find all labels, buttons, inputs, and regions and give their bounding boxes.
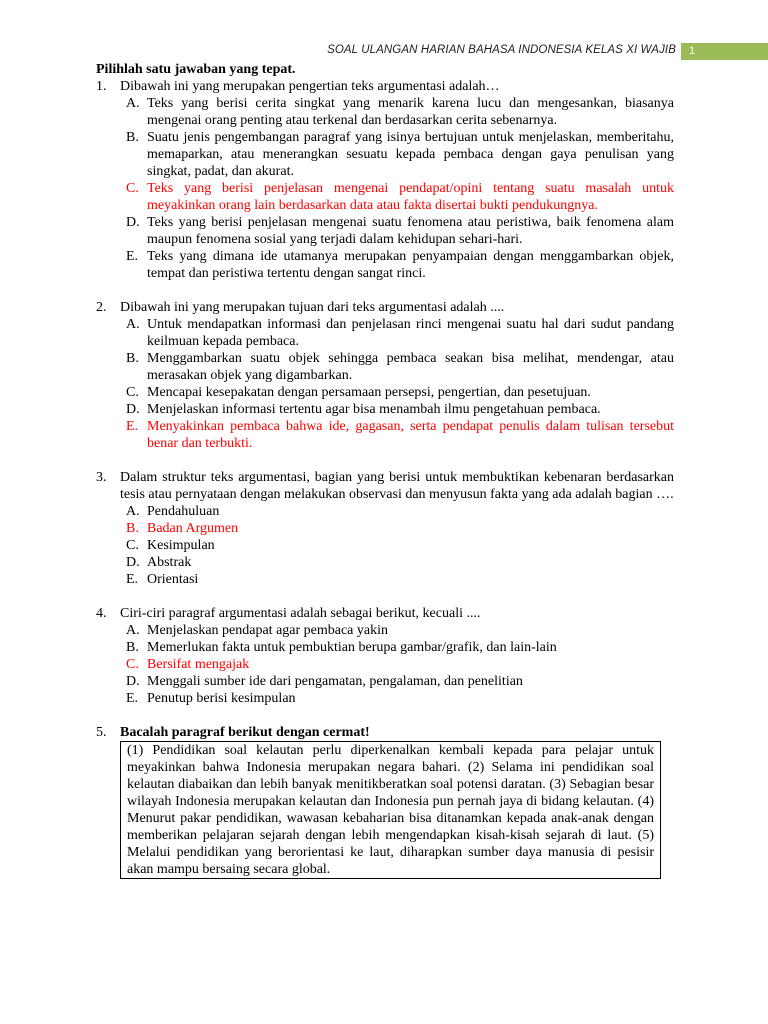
option-e[interactable] — [120, 248, 674, 282]
option-letter: A. — [126, 623, 140, 638]
option-text: Memerlukan fakta untuk pembuktian berupa gambar/grafik, dan lain-lain — [147, 640, 557, 655]
question-number: 2. — [96, 300, 107, 315]
option-letter: E. — [126, 691, 139, 706]
option-letter: C. — [126, 385, 139, 400]
option-text: Abstrak — [147, 555, 192, 570]
option-text: Bersifat mengajak — [147, 657, 250, 672]
header-title: SOAL ULANGAN HARIAN BAHASA INDONESIA KELAS XI WAJIB — [327, 44, 676, 56]
option-text: Teks yang dimana ide utamanya merupakan penyampaian dengan menggambarkan objek, tempat dan peristiwa tertentu dengan sangat rinci. — [147, 249, 674, 281]
option-letter: A. — [126, 504, 140, 519]
option-text: Orientasi — [147, 572, 199, 587]
option-list — [120, 622, 674, 707]
option-e[interactable] — [120, 571, 674, 588]
option-list — [120, 95, 674, 282]
option-letter: E. — [126, 572, 139, 587]
option-text: Untuk mendapatkan informasi dan penjelasan rinci mengenai suatu hal dari sudut pandang keilmuan kepada pembaca. — [147, 317, 674, 349]
option-text: Teks yang berisi cerita singkat yang menarik karena lucu dan mengesankan, biasanya mengenai orang penting atau terkenal dan berdasarkan cerita sebenarnya. — [147, 96, 674, 128]
option-letter: C. — [126, 657, 139, 672]
option-text: Menggali sumber ide dari pengamatan, pengalaman, dan penelitian — [147, 674, 523, 689]
page-number: 1 — [681, 43, 768, 60]
option-letter: A. — [126, 96, 140, 111]
option-e[interactable] — [120, 418, 674, 452]
option-b[interactable] — [120, 350, 674, 384]
option-letter: E. — [126, 249, 139, 264]
option-list — [120, 316, 674, 452]
option-c[interactable] — [120, 384, 674, 401]
question-text: Dibawah ini yang merupakan tujuan dari teks argumentasi adalah .... — [120, 300, 505, 315]
option-a[interactable] — [120, 622, 674, 639]
option-text: Menyakinkan pembaca bahwa ide, gagasan, serta pendapat penulis dalam tulisan tersebut benar dan terbukti. — [147, 419, 674, 451]
reading-passage: (1) Pendidikan soal kelautan perlu diperkenalkan kembali kepada para pelajar untuk meyakinkan bahwa Indonesia merupakan negara bahari. (2) Selama ini pendidikan soal kelautan diabaikan dan lebih banyak menitikberatkan soal potensi daratan. (3) Sebagian besar wilayah Indonesia merupakan kelautan dan Indonesia pun pernah jaya di bidang kelautan. (4) Menurut pakar pendidikan, wawasan kebaharian bisa ditanamkan kepada anak-anak dengan memberikan pelajaran sejarah dengan lebih mengendapkan kisah-kisah sejarah di laut. (5) Melalui pendidikan yang berorientasi ke laut, diharapkan sumber daya manusia di pesisir akan mampu bersaing secara global. — [120, 741, 661, 879]
option-list — [120, 503, 674, 588]
option-text: Teks yang berisi penjelasan mengenai suatu fenomena atau peristiwa, baik fenomena alam maupun fenomena sosial yang terjadi dalam kehidupan sehari-hari. — [147, 215, 674, 247]
option-text: Penutup berisi kesimpulan — [147, 691, 296, 706]
option-letter: A. — [126, 317, 140, 332]
option-letter: D. — [126, 555, 140, 570]
option-text: Teks yang berisi penjelasan mengenai pendapat/opini tentang suatu masalah untuk meyakinkan orang lain berdasarkan data atau fakta disertai bukti pendukungnya. — [147, 181, 674, 213]
option-c[interactable] — [120, 537, 674, 554]
option-text: Kesimpulan — [147, 538, 215, 553]
option-text: Menjelaskan informasi tertentu agar bisa menambah ilmu pengetahuan pembaca. — [147, 402, 601, 417]
option-d[interactable] — [120, 554, 674, 571]
option-a[interactable] — [120, 95, 674, 129]
question-number: 3. — [96, 470, 107, 485]
question-text: Bacalah paragraf berikut dengan cermat! — [120, 725, 370, 740]
option-a[interactable] — [120, 503, 674, 520]
option-letter: D. — [126, 674, 140, 689]
option-text: Badan Argumen — [147, 521, 239, 536]
question-number: 5. — [96, 725, 107, 740]
option-letter: D. — [126, 402, 140, 417]
option-letter: B. — [126, 640, 139, 655]
option-b[interactable] — [120, 639, 674, 656]
question-4 — [96, 605, 674, 707]
option-text: Mencapai kesepakatan dengan persamaan persepsi, pengertian, dan pesetujuan. — [147, 385, 591, 400]
question-text: Dibawah ini yang merupakan pengertian teks argumentasi adalah… — [120, 79, 500, 94]
option-b[interactable] — [120, 129, 674, 180]
question-text: Ciri-ciri paragraf argumentasi adalah sebagai berikut, kecuali .... — [120, 606, 481, 621]
option-letter: B. — [126, 521, 139, 536]
document-body — [96, 61, 674, 879]
option-d[interactable] — [120, 401, 674, 418]
instruction: Pilihlah satu jawaban yang tepat. — [96, 62, 296, 77]
question-number: 1. — [96, 79, 107, 94]
option-e[interactable] — [120, 690, 674, 707]
question-number: 4. — [96, 606, 107, 621]
option-letter: E. — [126, 419, 139, 434]
option-d[interactable] — [120, 673, 674, 690]
option-text: Suatu jenis pengembangan paragraf yang isinya bertujuan untuk menjelaskan, memberitahu, memaparkan, atau menerangkan sesuatu kepada pembaca dengan gaya penulisan yang singkat, padat, dan akurat. — [147, 130, 674, 179]
question-1 — [96, 78, 674, 282]
question-5 — [96, 724, 674, 879]
option-d[interactable] — [120, 214, 674, 248]
question-2 — [96, 299, 674, 452]
option-letter: D. — [126, 215, 140, 230]
question-text: Dalam struktur teks argumentasi, bagian yang berisi untuk membuktikan kebenaran berdasarkan tesis atau pernyataan dengan melakukan observasi dan menyusun fakta yang ada adalah bagian …. — [120, 470, 674, 502]
option-text: Pendahuluan — [147, 504, 220, 519]
option-text: Menjelaskan pendapat agar pembaca yakin — [147, 623, 389, 638]
option-letter: B. — [126, 351, 139, 366]
option-letter: C. — [126, 181, 139, 196]
option-letter: C. — [126, 538, 139, 553]
option-text: Menggambarkan suatu objek sehingga pembaca seakan bisa melihat, mendengar, atau merasakan objek yang digambarkan. — [147, 351, 674, 383]
option-b[interactable] — [120, 520, 674, 537]
option-c[interactable] — [120, 656, 674, 673]
question-3 — [96, 469, 674, 588]
page-header — [0, 43, 768, 61]
option-a[interactable] — [120, 316, 674, 350]
option-letter: B. — [126, 130, 139, 145]
option-c[interactable] — [120, 180, 674, 214]
